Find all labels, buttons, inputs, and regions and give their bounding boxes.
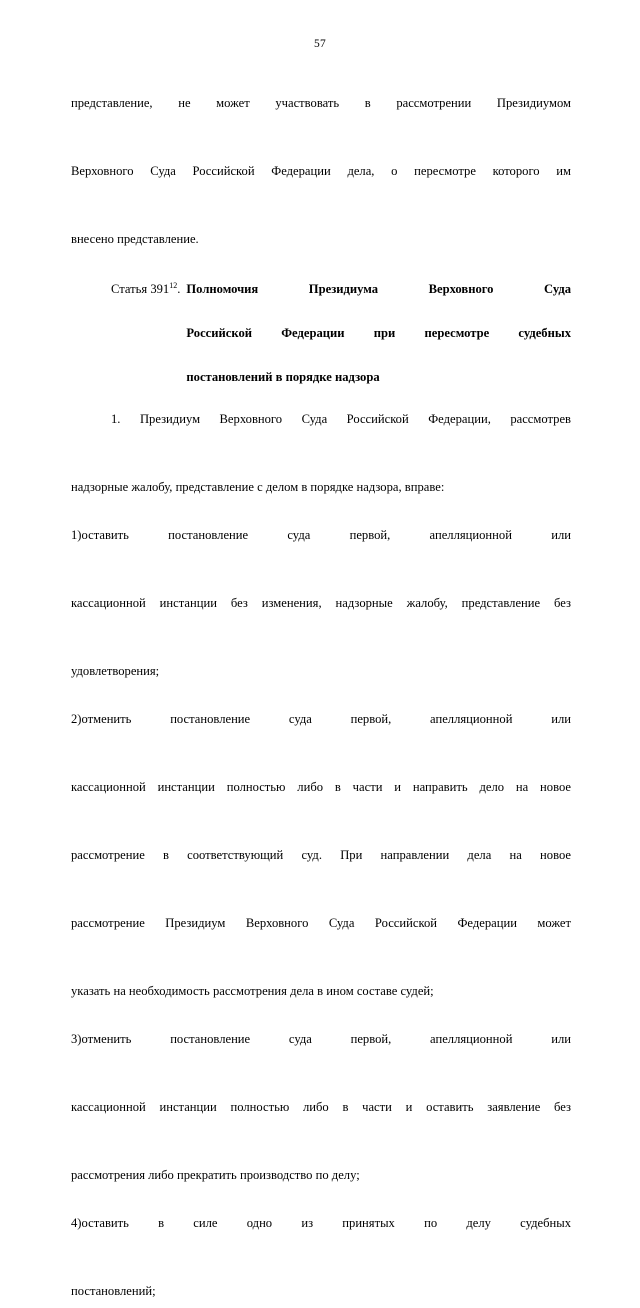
text-line: Полномочия Президиума Верховного Суда (186, 282, 571, 296)
item-number: 3) (71, 1032, 82, 1046)
item-number: 4) (71, 1216, 82, 1230)
text-line: указать на необходимость рассмотрения дела в ином составе судей; (71, 984, 434, 998)
item-text: оставить постановление суда первой, апелляционной или (81, 528, 571, 542)
item-number: 1) (71, 528, 82, 542)
text-line: удовлетворения; (71, 664, 160, 678)
text-line: постановлений в порядке надзора (186, 370, 380, 384)
text-line (71, 702, 571, 770)
article-heading (71, 278, 571, 388)
text-line (71, 518, 571, 586)
article-label-text: Статья 391 (111, 282, 170, 296)
list-item-1 (71, 518, 571, 688)
text-line (71, 1206, 571, 1274)
text-line: внесено представление. (71, 232, 199, 246)
item-text: отменить постановление суда первой, апелляционной или (81, 712, 571, 726)
article-label-suffix: . (177, 282, 181, 296)
item-text: оставить в силе одно из принятых по делу судебных (81, 1216, 571, 1230)
text-line: кассационной инстанции полностью либо в части и оставить заявление без (71, 1100, 571, 1114)
text-line: рассмотрение Президиум Верховного Суда Российской Федерации может (71, 916, 571, 930)
text-line: кассационной инстанции без изменения, надзорные жалобу, представление без (71, 596, 571, 610)
text-line: Российской Федерации при пересмотре судебных (186, 326, 571, 340)
document-body (71, 86, 571, 1308)
article-superscript: 12 (169, 280, 178, 290)
paragraph-1-presidium (71, 402, 571, 504)
article-title (180, 278, 571, 388)
page-number: 57 (314, 38, 326, 50)
text-line: рассмотрения либо прекратить производство по делу; (71, 1168, 360, 1182)
text-line: 1. Президиум Верховного Суда Российской Федерации, рассмотрев (111, 412, 571, 426)
paragraph-intro (71, 86, 571, 256)
text-line: надзорные жалобу, представление с делом в порядке надзора, вправе: (71, 480, 445, 494)
list-item-2 (71, 702, 571, 1008)
article-label (71, 278, 180, 388)
text-line: представление, не может участвовать в рассмотрении Президиумом (71, 96, 571, 110)
text-line: кассационной инстанции полностью либо в части и направить дело на новое (71, 780, 571, 794)
list-item-3 (71, 1022, 571, 1192)
text-line: Верховного Суда Российской Федерации дела, о пересмотре которого им (71, 164, 571, 178)
text-line (71, 1022, 571, 1090)
item-number: 2) (71, 712, 82, 726)
text-line: постановлений; (71, 1284, 156, 1298)
text-line: рассмотрение в соответствующий суд. При направлении дела на новое (71, 848, 571, 862)
list-item-4 (71, 1206, 571, 1308)
item-text: отменить постановление суда первой, апелляционной или (81, 1032, 571, 1046)
